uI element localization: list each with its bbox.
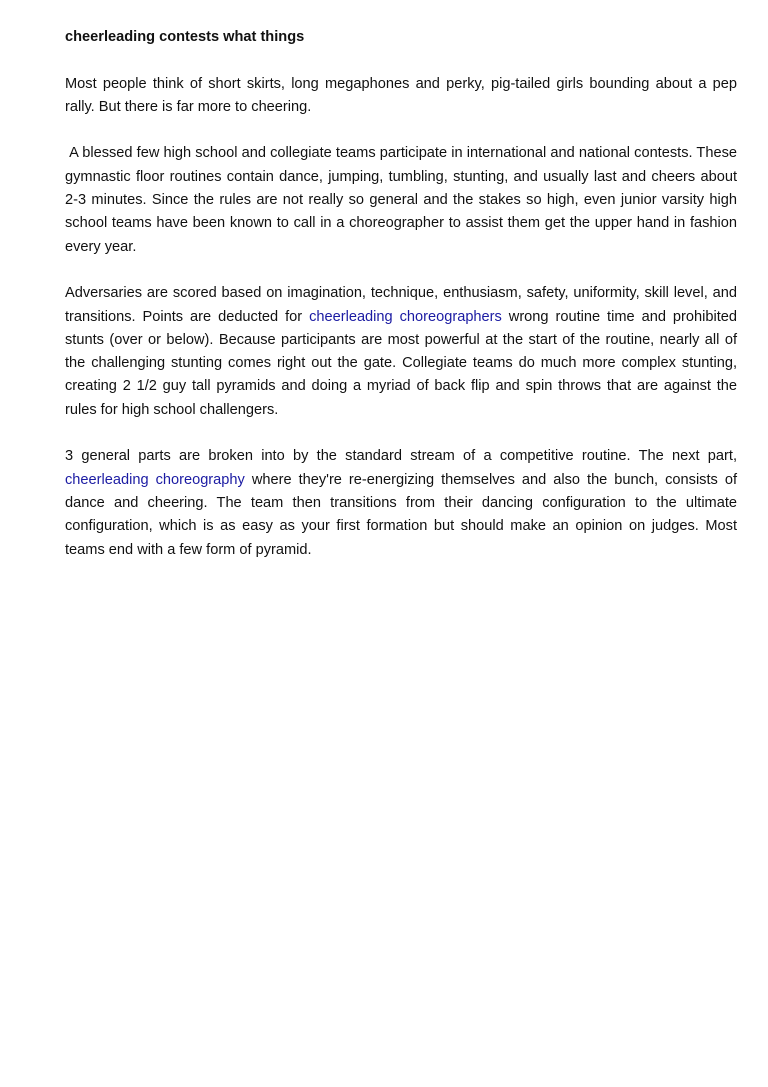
cheerleading-choreographers-link[interactable]: cheerleading choreographers bbox=[309, 308, 502, 325]
paragraph-scoring-text-1: Adversaries are scored based on imagination, technique, enthusiasm, safety, uniformity, skill level, and transitions. Points are deducted for bbox=[65, 285, 737, 325]
paragraph-scoring-text-2: wrong routine time and prohibited stunts (over or below). Because participants are most powerful at the start of the routine, nearly all of the challenging stunting comes right out the gate. Collegiate teams do much more complex stunting, creating 2 1/2 guy tall pyramids and doing a myriad of back flip and spin throws that are against the rules for high school challengers. bbox=[65, 308, 737, 418]
paragraph-routine-parts bbox=[65, 445, 737, 561]
paragraph-routine-text-2: where they're re-energizing themselves and also the bunch, consists of dance and cheering. The team then transitions from their dancing configuration to the ultimate configuration, which is as easy as your first formation but should make an opinion on judges. Most teams end with a few form of pyramid. bbox=[65, 471, 737, 558]
paragraph-intro: Most people think of short skirts, long megaphones and perky, pig-tailed girls bounding about a pep rally. But there is far more to cheering. bbox=[65, 75, 737, 115]
paragraph-contests: A blessed few high school and collegiate teams participate in international and national contests. These gymnastic floor routines contain dance, jumping, tumbling, stunting, and usually last and cheers about 2-3 minutes. Since the rules are not really so general and the stakes so high, even junior varsity high school teams have been known to call in a choreographer to assist them get the upper hand in fashion every year. bbox=[65, 145, 742, 255]
cheerleading-choreography-link[interactable]: cheerleading choreography bbox=[65, 471, 245, 488]
paragraph-scoring bbox=[65, 282, 737, 422]
document-page bbox=[65, 26, 742, 562]
document-title: cheerleading contests what things bbox=[65, 29, 305, 45]
paragraph-routine-text-1: 3 general parts are broken into by the standard stream of a competitive routine. The next part, bbox=[65, 448, 737, 465]
